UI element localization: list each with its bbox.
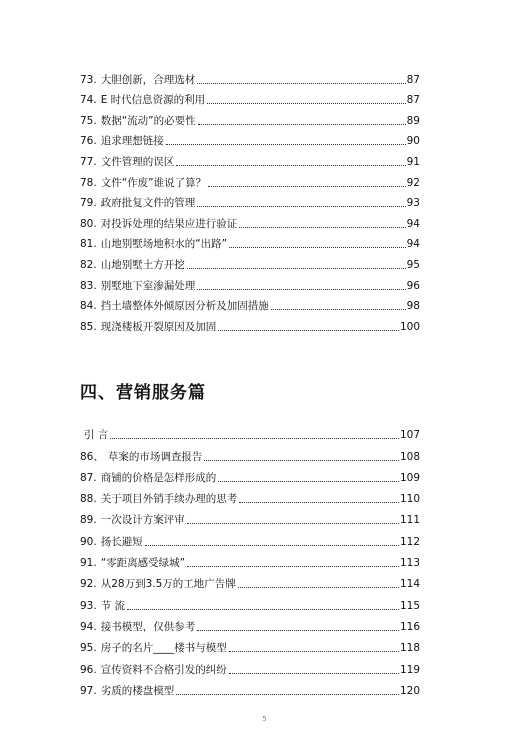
toc-entry-page-number: 95 <box>406 258 420 271</box>
toc-dot-leader <box>271 308 406 310</box>
toc-entry-number: 86、 <box>80 450 104 463</box>
toc-entry-title: 劣质的楼盘模型 <box>100 684 175 697</box>
toc-dot-leader <box>229 672 399 674</box>
toc-entry[interactable] <box>80 526 420 547</box>
toc-entry-page-number: 94 <box>406 238 420 251</box>
toc-entry-number: 83. <box>80 279 97 292</box>
toc-dot-leader <box>238 586 399 588</box>
toc-entry-page-number: 89 <box>406 114 420 127</box>
toc-entry-number: 74. <box>80 94 97 107</box>
footer-page-number: 5 <box>262 715 267 723</box>
toc-entry-number: 79. <box>80 197 97 210</box>
toc-dot-leader <box>198 123 406 125</box>
toc-dot-leader <box>187 565 399 567</box>
section-heading: 四、营销服务篇 <box>80 383 206 403</box>
toc-dot-leader <box>229 650 399 652</box>
toc-entry-number: 95. <box>80 642 97 655</box>
toc-entry-title: 别墅地下室渗漏处理 <box>100 279 196 292</box>
toc-entry-title: 大胆创新，合理选材 <box>100 73 196 86</box>
toc-entry-title: 引 言 <box>84 429 109 442</box>
toc-entry-page-number: 93 <box>406 197 420 210</box>
toc-dot-leader <box>207 102 405 104</box>
toc-entry-number: 75. <box>80 114 97 127</box>
toc-dot-leader <box>204 459 399 461</box>
toc-entry-title: 文件管理的误区 <box>100 155 175 168</box>
toc-dot-leader <box>197 82 405 84</box>
toc-entry[interactable] <box>80 250 420 271</box>
toc-entry[interactable] <box>80 168 420 189</box>
toc-entry-number: 85. <box>80 320 97 333</box>
toc-entry[interactable] <box>80 230 420 251</box>
toc-entry-title: 山地别墅场地积水的“出路” <box>100 238 228 251</box>
toc-entry[interactable] <box>80 420 420 441</box>
toc-entry[interactable] <box>80 271 420 292</box>
toc-dot-leader <box>127 608 399 610</box>
toc-entry[interactable] <box>80 441 420 462</box>
toc-entry-title: 从28万到3.5万的工地广告牌 <box>100 578 236 591</box>
toc-dot-leader <box>218 480 399 482</box>
toc-entry[interactable] <box>80 209 420 230</box>
toc-entry-page-number: 107 <box>399 429 420 442</box>
toc-entry-number: 92. <box>80 578 97 591</box>
toc-entry-number: 88. <box>80 493 97 506</box>
toc-entry[interactable] <box>80 312 420 333</box>
toc-dot-leader <box>229 246 406 248</box>
toc-entry[interactable] <box>80 484 420 505</box>
toc-entry-number: 91. <box>80 557 97 570</box>
toc-entry-title: 宣传资料不合格引发的纠纷 <box>100 663 227 676</box>
toc-entry-page-number: 111 <box>399 514 420 527</box>
toc-entry-title: 现浇楼板开裂原因及加固 <box>100 320 217 333</box>
toc-entry[interactable] <box>80 189 420 210</box>
toc-entry-page-number: 119 <box>399 663 420 676</box>
toc-entry-number: 73. <box>80 73 97 86</box>
toc-dot-leader <box>208 185 406 187</box>
toc-entry-page-number: 108 <box>399 450 420 463</box>
toc-entry-title: 一次设计方案评审 <box>100 514 185 527</box>
toc-entry-page-number: 98 <box>406 300 420 313</box>
toc-entry-page-number: 87 <box>406 94 420 107</box>
toc-entry-title: 对投诉处理的结果应进行验证 <box>100 217 238 230</box>
toc-entry-title: 关于项目外销手续办理的思考 <box>100 493 238 506</box>
toc-entry[interactable] <box>80 463 420 484</box>
toc-entry-title: 挡土墙整体外倾原因分析及加固措施 <box>100 300 269 313</box>
toc-entry[interactable] <box>80 569 420 590</box>
toc-dot-leader <box>145 544 399 546</box>
toc-entry-number: 80. <box>80 217 97 230</box>
toc-entry-page-number: 87 <box>406 73 420 86</box>
toc-dot-leader <box>218 329 399 331</box>
toc-entry[interactable] <box>80 86 420 107</box>
toc-entry-page-number: 114 <box>399 578 420 591</box>
toc-entry-number: 96. <box>80 663 97 676</box>
toc-entry-title: 房子的名片____楼书与模型 <box>100 642 227 655</box>
toc-entry-number: 97. <box>80 684 97 697</box>
toc-entry-page-number: 100 <box>399 320 420 333</box>
toc-entry-title: 节 流 <box>100 599 126 612</box>
toc-entry[interactable] <box>80 505 420 526</box>
toc-entry-page-number: 96 <box>406 279 420 292</box>
toc-list-top <box>80 65 420 333</box>
toc-dot-leader <box>197 205 405 207</box>
toc-entry-page-number: 115 <box>399 599 420 612</box>
toc-entry-title: 草案的市场调查报告 <box>107 450 203 463</box>
toc-entry[interactable] <box>80 654 420 675</box>
toc-entry-page-number: 118 <box>399 642 420 655</box>
toc-entry-number: 87. <box>80 471 97 484</box>
toc-entry-title: 追求理想链接 <box>100 135 164 148</box>
toc-entry-page-number: 110 <box>399 493 420 506</box>
toc-entry-title: 政府批复文件的管理 <box>100 197 196 210</box>
toc-entry-number: 76. <box>80 135 97 148</box>
toc-entry-title: E 时代信息资源的利用 <box>100 94 206 107</box>
toc-entry-number: 93. <box>80 599 97 612</box>
toc-entry-page-number: 116 <box>399 620 420 633</box>
toc-dot-leader <box>187 522 399 524</box>
toc-dot-leader <box>239 501 399 503</box>
toc-dot-leader <box>239 226 405 228</box>
toc-entry-page-number: 113 <box>399 557 420 570</box>
toc-dot-leader <box>176 693 399 695</box>
toc-entry-title: 商铺的价格是怎样形成的 <box>100 471 217 484</box>
toc-entry[interactable] <box>80 676 420 697</box>
toc-entry-page-number: 90 <box>406 135 420 148</box>
toc-entry[interactable] <box>80 548 420 569</box>
toc-entry-page-number: 94 <box>406 217 420 230</box>
toc-entry-number: 89. <box>80 514 97 527</box>
toc-entry[interactable] <box>80 147 420 168</box>
toc-entry-title: 数据“流动”的必要性 <box>100 114 196 127</box>
toc-entry[interactable] <box>80 292 420 313</box>
toc-entry-number: 78. <box>80 176 97 189</box>
toc-entry-title: 接书模型，仅供参考 <box>100 620 196 633</box>
toc-entry-number: 81. <box>80 238 97 251</box>
toc-entry-number: 90. <box>80 535 97 548</box>
toc-entry-number: 94. <box>80 620 97 633</box>
toc-list-bottom <box>80 420 420 697</box>
toc-entry-title: 文件“作废”谁说了算？ <box>100 176 207 189</box>
toc-dot-leader <box>187 267 406 269</box>
toc-entry-page-number: 92 <box>406 176 420 189</box>
toc-entry-page-number: 91 <box>406 155 420 168</box>
toc-entry[interactable] <box>80 127 420 148</box>
toc-entry[interactable] <box>80 612 420 633</box>
toc-entry-title: “零距离感受绿城” <box>100 557 186 570</box>
toc-entry[interactable] <box>80 106 420 127</box>
toc-dot-leader <box>197 288 405 290</box>
toc-entry-number: 82. <box>80 258 97 271</box>
toc-entry-page-number: 109 <box>399 471 420 484</box>
toc-entry-number: 77. <box>80 155 97 168</box>
toc-dot-leader <box>176 164 405 166</box>
toc-dot-leader <box>197 629 399 631</box>
toc-entry-number: 84. <box>80 300 97 313</box>
toc-entry[interactable] <box>80 590 420 611</box>
toc-entry-page-number: 112 <box>399 535 420 548</box>
toc-entry-title: 扬长避短 <box>100 535 143 548</box>
toc-entry-title: 山地别墅土方开挖 <box>100 258 185 271</box>
toc-dot-leader <box>166 143 406 145</box>
toc-dot-leader <box>110 437 399 439</box>
toc-entry[interactable] <box>80 65 420 86</box>
toc-entry-page-number: 120 <box>399 684 420 697</box>
toc-entry[interactable] <box>80 633 420 654</box>
